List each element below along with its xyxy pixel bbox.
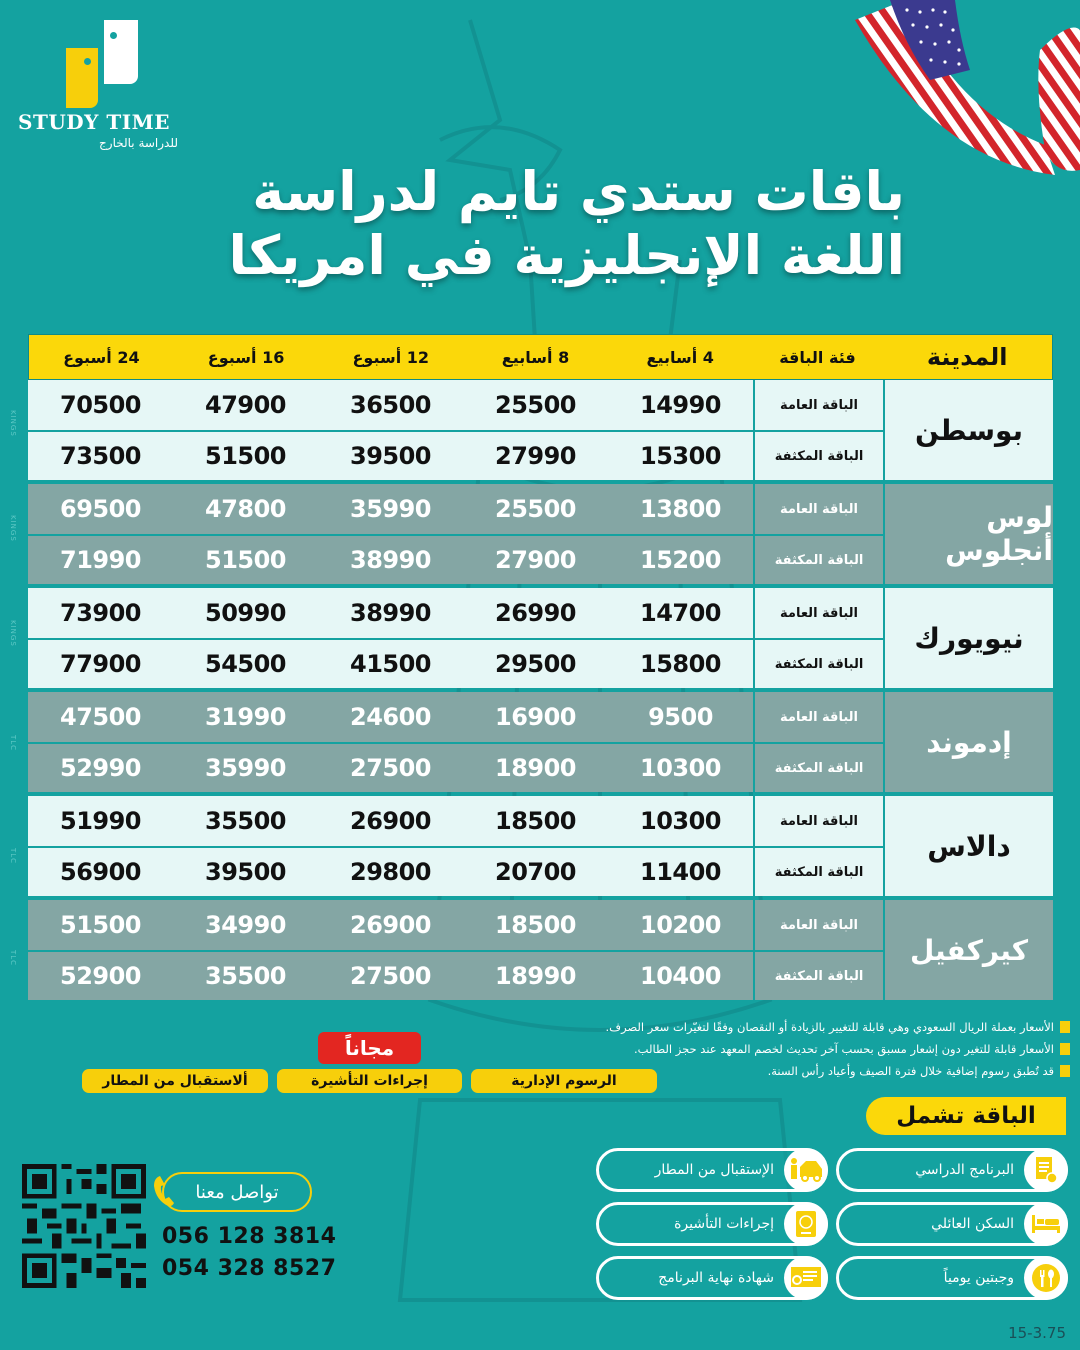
price-12-weeks: 29800: [350, 858, 431, 886]
package-category: الباقة العامة: [753, 380, 883, 430]
city-group-edmond: [28, 692, 1053, 792]
table-row: [28, 900, 883, 950]
price-8-weeks: 25500: [495, 495, 576, 523]
city-group-los-angeles: [28, 484, 1053, 584]
note-item: قد تُطبق رسوم إضافية خلال فترة الصيف وأعياد رأس السنة.: [606, 1060, 1070, 1082]
table-row: [28, 484, 883, 534]
header-4-weeks: 4 أسابيع: [646, 347, 714, 367]
header-8-weeks: 8 أسابيع: [501, 347, 570, 367]
price-8-weeks: 27900: [495, 546, 576, 574]
package-category: الباقة المكثفة: [753, 536, 883, 584]
includes-title: الباقة تشمل: [866, 1097, 1066, 1135]
price-24-weeks: 71990: [60, 546, 141, 574]
table-row: [28, 380, 883, 430]
price-24-weeks: 51990: [60, 807, 141, 835]
price-8-weeks: 16900: [495, 703, 576, 731]
price-4-weeks: 11400: [640, 858, 721, 886]
side-tag: KINGS: [9, 620, 17, 647]
include-airport-pickup: الإستقبال من المطار: [596, 1148, 828, 1192]
logo-yellow-mark: [66, 48, 98, 108]
price-8-weeks: 18500: [495, 807, 576, 835]
price-12-weeks: 27500: [350, 962, 431, 990]
price-16-weeks: 34990: [205, 911, 286, 939]
free-badge: مجاناً: [318, 1032, 421, 1064]
price-12-weeks: 38990: [350, 546, 431, 574]
bullet-icon: [1060, 1043, 1070, 1055]
table-row: [28, 950, 883, 1000]
price-12-weeks: 36500: [350, 391, 431, 419]
price-4-weeks: 13800: [640, 495, 721, 523]
include-two-meals: وجبتين يومياً: [836, 1256, 1068, 1300]
price-24-weeks: 52900: [60, 962, 141, 990]
price-12-weeks: 24600: [350, 703, 431, 731]
package-category: الباقة العامة: [753, 484, 883, 534]
price-16-weeks: 51500: [205, 442, 286, 470]
bullet-icon: [1060, 1021, 1070, 1033]
phone-number-1[interactable]: 056 128 3814: [162, 1224, 337, 1249]
city-name: كيركفيل: [883, 900, 1053, 1000]
footer-code: 15-3.75: [1008, 1324, 1066, 1342]
package-category: الباقة المكثفة: [753, 640, 883, 688]
price-4-weeks: 10200: [640, 911, 721, 939]
price-8-weeks: 27990: [495, 442, 576, 470]
price-8-weeks: 20700: [495, 858, 576, 886]
city-name: لوس أنجلوس: [883, 484, 1053, 584]
price-4-weeks: 14990: [640, 391, 721, 419]
price-8-weeks: 29500: [495, 650, 576, 678]
package-category: الباقة العامة: [753, 796, 883, 846]
price-24-weeks: 77900: [60, 650, 141, 678]
price-16-weeks: 51500: [205, 546, 286, 574]
city-name: دالاس: [883, 796, 1053, 896]
price-8-weeks: 25500: [495, 391, 576, 419]
side-tag: TLC: [9, 735, 17, 752]
package-category: الباقة المكثفة: [753, 848, 883, 896]
price-24-weeks: 73500: [60, 442, 141, 470]
price-24-weeks: 56900: [60, 858, 141, 886]
qr-code[interactable]: [22, 1164, 146, 1288]
price-12-weeks: 35990: [350, 495, 431, 523]
side-tag: KINGS: [9, 410, 17, 437]
city-name: إدموند: [883, 692, 1053, 792]
free-item-admin-fees: الرسوم الإدارية: [471, 1069, 657, 1093]
price-24-weeks: 47500: [60, 703, 141, 731]
price-24-weeks: 51500: [60, 911, 141, 939]
price-4-weeks: 15200: [640, 546, 721, 574]
price-12-weeks: 26900: [350, 911, 431, 939]
price-notes: [606, 1016, 1070, 1082]
price-24-weeks: 73900: [60, 599, 141, 627]
price-16-weeks: 35500: [205, 807, 286, 835]
brand-tagline: للدراسة بالخارج: [99, 136, 178, 150]
package-category: الباقة المكثفة: [753, 432, 883, 480]
free-item-airport-pickup: ألاستقبال من المطار: [82, 1069, 268, 1093]
car-person-icon: [784, 1148, 828, 1192]
page-title: [145, 160, 905, 288]
brand-name: STUDY TIME: [18, 110, 170, 134]
logo-white-mark: [104, 20, 138, 84]
package-category: الباقة المكثفة: [753, 744, 883, 792]
price-16-weeks: 39500: [205, 858, 286, 886]
price-table: [28, 334, 1053, 1000]
title-line-1: باقات ستدي تايم لدراسة: [252, 160, 905, 223]
price-4-weeks: 10400: [640, 962, 721, 990]
table-row: [28, 588, 883, 638]
bullet-icon: [1060, 1065, 1070, 1077]
price-4-weeks: 15300: [640, 442, 721, 470]
certificate-icon: [784, 1256, 828, 1300]
price-16-weeks: 54500: [205, 650, 286, 678]
header-24-weeks: 24 أسبوع: [63, 347, 140, 367]
contact-us-button[interactable]: تواصل معنا: [162, 1172, 312, 1212]
city-group-kirksville: [28, 900, 1053, 1000]
side-tag: KINGS: [9, 515, 17, 542]
price-8-weeks: 18900: [495, 754, 576, 782]
price-16-weeks: 47800: [205, 495, 286, 523]
include-family-housing: السكن العائلي: [836, 1202, 1068, 1246]
header-16-weeks: 16 أسبوع: [207, 347, 285, 367]
passport-icon: [784, 1202, 828, 1246]
table-header: [28, 334, 1053, 380]
table-row: [28, 430, 883, 480]
price-12-weeks: 38990: [350, 599, 431, 627]
city-group-dallas: [28, 796, 1053, 896]
price-4-weeks: 14700: [640, 599, 721, 627]
bed-icon: [1024, 1202, 1068, 1246]
package-category: الباقة العامة: [753, 692, 883, 742]
package-category: الباقة العامة: [753, 900, 883, 950]
price-4-weeks: 15800: [640, 650, 721, 678]
side-tag: TLC: [9, 950, 17, 967]
title-line-2: اللغة الإنجليزية في امريكا: [228, 224, 905, 287]
price-24-weeks: 52990: [60, 754, 141, 782]
city-group-boston: [28, 380, 1053, 480]
price-12-weeks: 26900: [350, 807, 431, 835]
table-row: [28, 692, 883, 742]
price-12-weeks: 27500: [350, 754, 431, 782]
price-8-weeks: 18990: [495, 962, 576, 990]
city-name: بوسطن: [883, 380, 1053, 480]
header-category: فئة الباقة: [779, 347, 856, 367]
city-name: نيويورك: [883, 588, 1053, 688]
table-row: [28, 796, 883, 846]
price-4-weeks: 10300: [640, 807, 721, 835]
note-item: الأسعار بعملة الريال السعودي وهي قابلة للتغيير بالزيادة أو النقصان وفقًا لتغيّرات سعر الصرف.: [606, 1016, 1070, 1038]
city-group-new-york: [28, 588, 1053, 688]
include-certificate: شهادة نهاية البرنامج: [596, 1256, 828, 1300]
table-row: [28, 846, 883, 896]
phone-icon: [152, 1174, 176, 1208]
document-check-icon: [1024, 1148, 1068, 1192]
price-8-weeks: 18500: [495, 911, 576, 939]
price-24-weeks: 69500: [60, 495, 141, 523]
table-row: [28, 638, 883, 688]
price-24-weeks: 70500: [60, 391, 141, 419]
price-16-weeks: 31990: [205, 703, 286, 731]
price-16-weeks: 35990: [205, 754, 286, 782]
price-16-weeks: 50990: [205, 599, 286, 627]
header-city: المدينة: [926, 343, 1008, 371]
study-time-logo: [18, 18, 188, 158]
price-16-weeks: 35500: [205, 962, 286, 990]
side-tag: TLC: [9, 848, 17, 865]
package-category: الباقة العامة: [753, 588, 883, 638]
price-4-weeks: 9500: [648, 703, 713, 731]
note-item: الأسعار قابلة للتغير دون إشعار مسبق بحسب آخر تحديث لخصم المعهد عند حجز الطالب.: [606, 1038, 1070, 1060]
phone-number-2[interactable]: 054 328 8527: [162, 1256, 337, 1281]
fork-spoon-icon: [1024, 1256, 1068, 1300]
include-study-program: البرنامج الدراسي: [836, 1148, 1068, 1192]
include-visa: إجراءات التأشيرة: [596, 1202, 828, 1246]
package-category: الباقة المكثفة: [753, 952, 883, 1000]
table-row: [28, 534, 883, 584]
table-row: [28, 742, 883, 792]
price-12-weeks: 39500: [350, 442, 431, 470]
free-item-visa: إجراءات التأشيرة: [277, 1069, 462, 1093]
header-12-weeks: 12 أسبوع: [352, 347, 430, 367]
price-12-weeks: 41500: [350, 650, 431, 678]
price-16-weeks: 47900: [205, 391, 286, 419]
price-8-weeks: 26990: [495, 599, 576, 627]
price-4-weeks: 10300: [640, 754, 721, 782]
